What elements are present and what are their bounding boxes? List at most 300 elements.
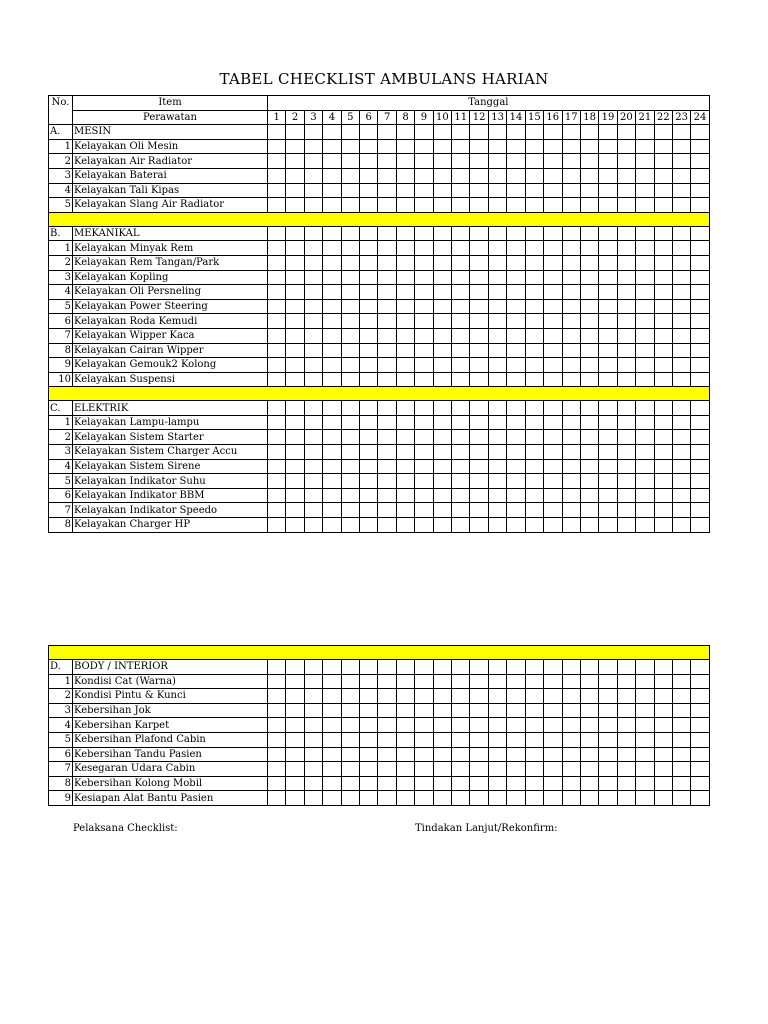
check-cell[interactable] — [304, 703, 322, 718]
check-cell[interactable] — [617, 168, 635, 183]
check-cell[interactable] — [470, 372, 488, 387]
check-cell[interactable] — [415, 747, 433, 762]
check-cell[interactable] — [544, 401, 562, 416]
check-cell[interactable] — [341, 689, 359, 704]
check-cell[interactable] — [286, 791, 304, 806]
check-cell[interactable] — [617, 445, 635, 460]
check-cell[interactable] — [599, 518, 617, 533]
check-cell[interactable] — [654, 791, 672, 806]
check-cell[interactable] — [507, 270, 525, 285]
check-cell[interactable] — [654, 328, 672, 343]
check-cell[interactable] — [268, 125, 286, 140]
check-cell[interactable] — [470, 226, 488, 241]
check-cell[interactable] — [415, 372, 433, 387]
check-cell[interactable] — [691, 125, 709, 140]
check-cell[interactable] — [396, 198, 414, 213]
check-cell[interactable] — [525, 762, 543, 777]
check-cell[interactable] — [323, 255, 341, 270]
check-cell[interactable] — [433, 459, 451, 474]
check-cell[interactable] — [525, 401, 543, 416]
check-cell[interactable] — [488, 660, 506, 675]
check-cell[interactable] — [304, 430, 322, 445]
check-cell[interactable] — [415, 285, 433, 300]
check-cell[interactable] — [507, 776, 525, 791]
check-cell[interactable] — [360, 270, 378, 285]
check-cell[interactable] — [341, 328, 359, 343]
check-cell[interactable] — [396, 415, 414, 430]
check-cell[interactable] — [268, 747, 286, 762]
check-cell[interactable] — [636, 154, 654, 169]
check-cell[interactable] — [323, 198, 341, 213]
check-cell[interactable] — [544, 168, 562, 183]
check-cell[interactable] — [599, 183, 617, 198]
check-cell[interactable] — [378, 168, 396, 183]
check-cell[interactable] — [617, 474, 635, 489]
check-cell[interactable] — [415, 488, 433, 503]
check-cell[interactable] — [636, 285, 654, 300]
check-cell[interactable] — [636, 474, 654, 489]
check-cell[interactable] — [654, 183, 672, 198]
check-cell[interactable] — [378, 415, 396, 430]
check-cell[interactable] — [452, 660, 470, 675]
check-cell[interactable] — [562, 518, 580, 533]
check-cell[interactable] — [378, 518, 396, 533]
check-cell[interactable] — [636, 415, 654, 430]
check-cell[interactable] — [323, 125, 341, 140]
check-cell[interactable] — [562, 703, 580, 718]
check-cell[interactable] — [691, 703, 709, 718]
check-cell[interactable] — [452, 674, 470, 689]
check-cell[interactable] — [341, 139, 359, 154]
check-cell[interactable] — [470, 762, 488, 777]
check-cell[interactable] — [433, 718, 451, 733]
check-cell[interactable] — [654, 125, 672, 140]
check-cell[interactable] — [452, 125, 470, 140]
check-cell[interactable] — [488, 270, 506, 285]
check-cell[interactable] — [636, 791, 654, 806]
check-cell[interactable] — [323, 703, 341, 718]
check-cell[interactable] — [617, 791, 635, 806]
check-cell[interactable] — [507, 139, 525, 154]
check-cell[interactable] — [396, 718, 414, 733]
check-cell[interactable] — [691, 762, 709, 777]
check-cell[interactable] — [341, 343, 359, 358]
check-cell[interactable] — [691, 168, 709, 183]
check-cell[interactable] — [580, 762, 598, 777]
check-cell[interactable] — [599, 503, 617, 518]
check-cell[interactable] — [636, 503, 654, 518]
check-cell[interactable] — [286, 285, 304, 300]
check-cell[interactable] — [396, 285, 414, 300]
check-cell[interactable] — [415, 168, 433, 183]
check-cell[interactable] — [360, 183, 378, 198]
check-cell[interactable] — [691, 328, 709, 343]
check-cell[interactable] — [691, 488, 709, 503]
check-cell[interactable] — [286, 154, 304, 169]
check-cell[interactable] — [525, 488, 543, 503]
check-cell[interactable] — [360, 241, 378, 256]
check-cell[interactable] — [617, 762, 635, 777]
check-cell[interactable] — [396, 125, 414, 140]
check-cell[interactable] — [415, 314, 433, 329]
check-cell[interactable] — [323, 459, 341, 474]
check-cell[interactable] — [617, 154, 635, 169]
check-cell[interactable] — [268, 299, 286, 314]
check-cell[interactable] — [452, 372, 470, 387]
check-cell[interactable] — [341, 674, 359, 689]
check-cell[interactable] — [488, 791, 506, 806]
check-cell[interactable] — [562, 299, 580, 314]
check-cell[interactable] — [617, 125, 635, 140]
check-cell[interactable] — [636, 747, 654, 762]
check-cell[interactable] — [286, 401, 304, 416]
check-cell[interactable] — [544, 154, 562, 169]
check-cell[interactable] — [268, 343, 286, 358]
check-cell[interactable] — [562, 430, 580, 445]
check-cell[interactable] — [525, 314, 543, 329]
check-cell[interactable] — [323, 372, 341, 387]
check-cell[interactable] — [378, 125, 396, 140]
check-cell[interactable] — [599, 226, 617, 241]
check-cell[interactable] — [544, 503, 562, 518]
check-cell[interactable] — [360, 488, 378, 503]
check-cell[interactable] — [636, 776, 654, 791]
check-cell[interactable] — [580, 299, 598, 314]
check-cell[interactable] — [415, 183, 433, 198]
check-cell[interactable] — [433, 776, 451, 791]
check-cell[interactable] — [562, 183, 580, 198]
check-cell[interactable] — [396, 791, 414, 806]
check-cell[interactable] — [396, 762, 414, 777]
check-cell[interactable] — [268, 358, 286, 373]
check-cell[interactable] — [488, 747, 506, 762]
check-cell[interactable] — [599, 285, 617, 300]
check-cell[interactable] — [470, 415, 488, 430]
check-cell[interactable] — [580, 198, 598, 213]
check-cell[interactable] — [360, 285, 378, 300]
check-cell[interactable] — [415, 270, 433, 285]
check-cell[interactable] — [507, 285, 525, 300]
check-cell[interactable] — [323, 718, 341, 733]
check-cell[interactable] — [562, 343, 580, 358]
check-cell[interactable] — [636, 430, 654, 445]
check-cell[interactable] — [617, 660, 635, 675]
check-cell[interactable] — [562, 718, 580, 733]
check-cell[interactable] — [580, 415, 598, 430]
check-cell[interactable] — [525, 732, 543, 747]
check-cell[interactable] — [488, 674, 506, 689]
check-cell[interactable] — [470, 459, 488, 474]
check-cell[interactable] — [268, 488, 286, 503]
check-cell[interactable] — [268, 270, 286, 285]
check-cell[interactable] — [617, 299, 635, 314]
check-cell[interactable] — [672, 660, 690, 675]
check-cell[interactable] — [341, 183, 359, 198]
check-cell[interactable] — [636, 762, 654, 777]
check-cell[interactable] — [452, 401, 470, 416]
check-cell[interactable] — [654, 299, 672, 314]
check-cell[interactable] — [286, 776, 304, 791]
check-cell[interactable] — [562, 674, 580, 689]
check-cell[interactable] — [507, 314, 525, 329]
check-cell[interactable] — [433, 703, 451, 718]
check-cell[interactable] — [415, 343, 433, 358]
check-cell[interactable] — [654, 139, 672, 154]
check-cell[interactable] — [544, 762, 562, 777]
check-cell[interactable] — [525, 776, 543, 791]
check-cell[interactable] — [580, 401, 598, 416]
check-cell[interactable] — [452, 430, 470, 445]
check-cell[interactable] — [672, 503, 690, 518]
check-cell[interactable] — [341, 488, 359, 503]
check-cell[interactable] — [654, 154, 672, 169]
check-cell[interactable] — [636, 241, 654, 256]
check-cell[interactable] — [396, 518, 414, 533]
check-cell[interactable] — [268, 732, 286, 747]
check-cell[interactable] — [341, 125, 359, 140]
check-cell[interactable] — [672, 445, 690, 460]
check-cell[interactable] — [360, 358, 378, 373]
check-cell[interactable] — [672, 488, 690, 503]
check-cell[interactable] — [580, 518, 598, 533]
check-cell[interactable] — [507, 401, 525, 416]
check-cell[interactable] — [544, 732, 562, 747]
check-cell[interactable] — [580, 270, 598, 285]
check-cell[interactable] — [691, 718, 709, 733]
check-cell[interactable] — [323, 241, 341, 256]
check-cell[interactable] — [341, 241, 359, 256]
check-cell[interactable] — [323, 674, 341, 689]
check-cell[interactable] — [433, 358, 451, 373]
check-cell[interactable] — [341, 660, 359, 675]
check-cell[interactable] — [507, 415, 525, 430]
check-cell[interactable] — [470, 343, 488, 358]
check-cell[interactable] — [304, 270, 322, 285]
check-cell[interactable] — [470, 660, 488, 675]
check-cell[interactable] — [323, 168, 341, 183]
check-cell[interactable] — [470, 689, 488, 704]
check-cell[interactable] — [562, 732, 580, 747]
check-cell[interactable] — [507, 762, 525, 777]
check-cell[interactable] — [580, 372, 598, 387]
check-cell[interactable] — [396, 241, 414, 256]
check-cell[interactable] — [286, 689, 304, 704]
check-cell[interactable] — [470, 299, 488, 314]
check-cell[interactable] — [304, 488, 322, 503]
check-cell[interactable] — [304, 459, 322, 474]
check-cell[interactable] — [544, 183, 562, 198]
check-cell[interactable] — [507, 299, 525, 314]
check-cell[interactable] — [599, 139, 617, 154]
check-cell[interactable] — [268, 198, 286, 213]
check-cell[interactable] — [378, 776, 396, 791]
check-cell[interactable] — [562, 689, 580, 704]
check-cell[interactable] — [562, 415, 580, 430]
check-cell[interactable] — [544, 718, 562, 733]
check-cell[interactable] — [452, 241, 470, 256]
check-cell[interactable] — [286, 198, 304, 213]
check-cell[interactable] — [378, 358, 396, 373]
check-cell[interactable] — [378, 791, 396, 806]
check-cell[interactable] — [415, 299, 433, 314]
check-cell[interactable] — [360, 791, 378, 806]
check-cell[interactable] — [636, 139, 654, 154]
check-cell[interactable] — [544, 241, 562, 256]
check-cell[interactable] — [360, 776, 378, 791]
check-cell[interactable] — [415, 703, 433, 718]
check-cell[interactable] — [323, 445, 341, 460]
check-cell[interactable] — [286, 314, 304, 329]
check-cell[interactable] — [341, 474, 359, 489]
check-cell[interactable] — [433, 328, 451, 343]
check-cell[interactable] — [452, 776, 470, 791]
check-cell[interactable] — [415, 125, 433, 140]
check-cell[interactable] — [415, 503, 433, 518]
check-cell[interactable] — [525, 226, 543, 241]
check-cell[interactable] — [415, 358, 433, 373]
check-cell[interactable] — [323, 689, 341, 704]
check-cell[interactable] — [341, 703, 359, 718]
check-cell[interactable] — [433, 674, 451, 689]
check-cell[interactable] — [488, 183, 506, 198]
check-cell[interactable] — [636, 718, 654, 733]
check-cell[interactable] — [396, 776, 414, 791]
check-cell[interactable] — [562, 401, 580, 416]
check-cell[interactable] — [488, 285, 506, 300]
check-cell[interactable] — [580, 488, 598, 503]
check-cell[interactable] — [672, 358, 690, 373]
check-cell[interactable] — [360, 139, 378, 154]
check-cell[interactable] — [525, 503, 543, 518]
check-cell[interactable] — [304, 226, 322, 241]
check-cell[interactable] — [341, 747, 359, 762]
check-cell[interactable] — [470, 732, 488, 747]
check-cell[interactable] — [268, 154, 286, 169]
check-cell[interactable] — [341, 732, 359, 747]
check-cell[interactable] — [360, 459, 378, 474]
check-cell[interactable] — [488, 732, 506, 747]
check-cell[interactable] — [507, 226, 525, 241]
check-cell[interactable] — [396, 372, 414, 387]
check-cell[interactable] — [507, 241, 525, 256]
check-cell[interactable] — [396, 674, 414, 689]
check-cell[interactable] — [562, 459, 580, 474]
check-cell[interactable] — [341, 198, 359, 213]
check-cell[interactable] — [268, 762, 286, 777]
check-cell[interactable] — [470, 791, 488, 806]
check-cell[interactable] — [341, 299, 359, 314]
check-cell[interactable] — [341, 314, 359, 329]
check-cell[interactable] — [525, 125, 543, 140]
check-cell[interactable] — [488, 718, 506, 733]
check-cell[interactable] — [360, 343, 378, 358]
check-cell[interactable] — [396, 226, 414, 241]
check-cell[interactable] — [323, 503, 341, 518]
check-cell[interactable] — [304, 503, 322, 518]
check-cell[interactable] — [488, 459, 506, 474]
check-cell[interactable] — [507, 328, 525, 343]
check-cell[interactable] — [304, 343, 322, 358]
check-cell[interactable] — [378, 732, 396, 747]
check-cell[interactable] — [580, 343, 598, 358]
check-cell[interactable] — [341, 445, 359, 460]
check-cell[interactable] — [433, 198, 451, 213]
check-cell[interactable] — [654, 255, 672, 270]
check-cell[interactable] — [636, 401, 654, 416]
check-cell[interactable] — [323, 358, 341, 373]
check-cell[interactable] — [415, 459, 433, 474]
check-cell[interactable] — [488, 226, 506, 241]
check-cell[interactable] — [654, 198, 672, 213]
check-cell[interactable] — [452, 285, 470, 300]
check-cell[interactable] — [304, 401, 322, 416]
check-cell[interactable] — [617, 459, 635, 474]
check-cell[interactable] — [654, 503, 672, 518]
check-cell[interactable] — [360, 226, 378, 241]
check-cell[interactable] — [599, 459, 617, 474]
check-cell[interactable] — [691, 518, 709, 533]
check-cell[interactable] — [691, 776, 709, 791]
check-cell[interactable] — [654, 415, 672, 430]
check-cell[interactable] — [636, 689, 654, 704]
check-cell[interactable] — [488, 401, 506, 416]
check-cell[interactable] — [378, 328, 396, 343]
check-cell[interactable] — [304, 255, 322, 270]
check-cell[interactable] — [268, 183, 286, 198]
check-cell[interactable] — [268, 703, 286, 718]
check-cell[interactable] — [654, 732, 672, 747]
check-cell[interactable] — [507, 503, 525, 518]
check-cell[interactable] — [378, 372, 396, 387]
check-cell[interactable] — [433, 430, 451, 445]
check-cell[interactable] — [691, 241, 709, 256]
check-cell[interactable] — [691, 343, 709, 358]
check-cell[interactable] — [617, 488, 635, 503]
check-cell[interactable] — [378, 285, 396, 300]
check-cell[interactable] — [599, 732, 617, 747]
check-cell[interactable] — [268, 372, 286, 387]
check-cell[interactable] — [268, 241, 286, 256]
check-cell[interactable] — [617, 674, 635, 689]
check-cell[interactable] — [304, 198, 322, 213]
check-cell[interactable] — [691, 183, 709, 198]
check-cell[interactable] — [415, 226, 433, 241]
check-cell[interactable] — [488, 198, 506, 213]
check-cell[interactable] — [396, 358, 414, 373]
check-cell[interactable] — [415, 674, 433, 689]
check-cell[interactable] — [599, 255, 617, 270]
check-cell[interactable] — [654, 358, 672, 373]
check-cell[interactable] — [286, 358, 304, 373]
check-cell[interactable] — [507, 372, 525, 387]
check-cell[interactable] — [268, 415, 286, 430]
check-cell[interactable] — [691, 198, 709, 213]
check-cell[interactable] — [470, 503, 488, 518]
check-cell[interactable] — [378, 270, 396, 285]
check-cell[interactable] — [304, 660, 322, 675]
check-cell[interactable] — [360, 660, 378, 675]
check-cell[interactable] — [323, 732, 341, 747]
check-cell[interactable] — [433, 270, 451, 285]
check-cell[interactable] — [525, 168, 543, 183]
check-cell[interactable] — [672, 732, 690, 747]
check-cell[interactable] — [286, 660, 304, 675]
check-cell[interactable] — [360, 255, 378, 270]
check-cell[interactable] — [562, 358, 580, 373]
check-cell[interactable] — [360, 474, 378, 489]
check-cell[interactable] — [488, 125, 506, 140]
check-cell[interactable] — [341, 718, 359, 733]
